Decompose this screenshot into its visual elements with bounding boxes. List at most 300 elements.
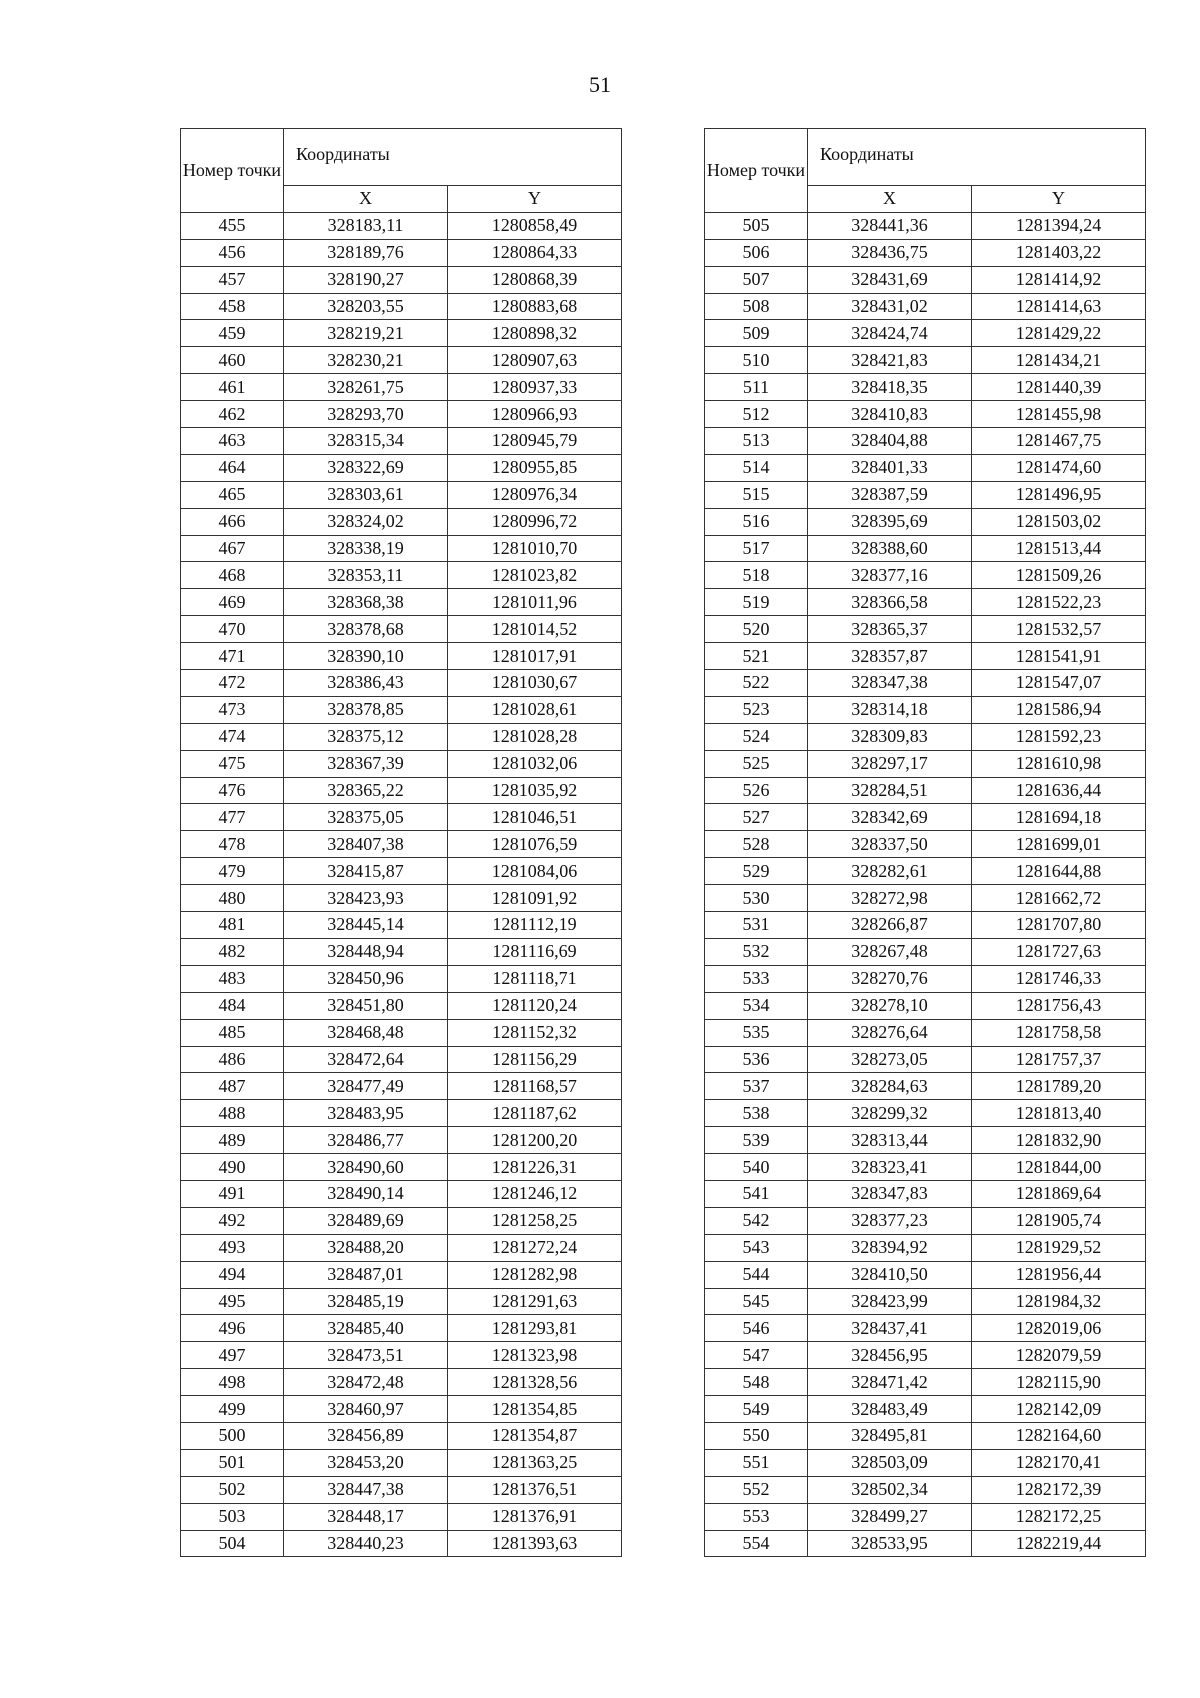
x-coordinate: 328293,70 bbox=[284, 401, 448, 428]
y-coordinate: 1281116,69 bbox=[448, 938, 622, 965]
y-coordinate: 1281226,31 bbox=[448, 1154, 622, 1181]
x-coordinate: 328473,51 bbox=[284, 1342, 448, 1369]
point-number: 465 bbox=[181, 481, 284, 508]
point-number: 544 bbox=[705, 1261, 808, 1288]
point-number: 535 bbox=[705, 1019, 808, 1046]
x-coordinate: 328365,22 bbox=[284, 777, 448, 804]
y-coordinate: 1281832,90 bbox=[972, 1127, 1146, 1154]
x-coordinate: 328357,87 bbox=[808, 643, 972, 670]
point-number: 506 bbox=[705, 239, 808, 266]
table-row bbox=[705, 266, 1146, 293]
x-coordinate: 328375,05 bbox=[284, 804, 448, 831]
table-row bbox=[705, 535, 1146, 562]
point-number: 457 bbox=[181, 266, 284, 293]
x-coordinate: 328441,36 bbox=[808, 212, 972, 239]
x-coordinate: 328418,35 bbox=[808, 374, 972, 401]
y-coordinate: 1281586,94 bbox=[972, 696, 1146, 723]
table-row bbox=[181, 401, 622, 428]
table-row bbox=[705, 992, 1146, 1019]
x-coordinate: 328490,14 bbox=[284, 1180, 448, 1207]
y-coordinate: 1282019,06 bbox=[972, 1315, 1146, 1342]
table-row bbox=[181, 992, 622, 1019]
table-row bbox=[181, 1315, 622, 1342]
table-row bbox=[705, 347, 1146, 374]
point-number: 456 bbox=[181, 239, 284, 266]
point-number: 540 bbox=[705, 1154, 808, 1181]
header-point-number: Номер точки bbox=[181, 129, 284, 213]
x-coordinate: 328366,58 bbox=[808, 589, 972, 616]
table-row bbox=[181, 1154, 622, 1181]
header-coordinates: Координаты bbox=[284, 129, 622, 186]
x-coordinate: 328456,95 bbox=[808, 1342, 972, 1369]
y-coordinate: 1281156,29 bbox=[448, 1046, 622, 1073]
table-row bbox=[181, 777, 622, 804]
point-number: 519 bbox=[705, 589, 808, 616]
y-coordinate: 1282164,60 bbox=[972, 1422, 1146, 1449]
point-number: 490 bbox=[181, 1154, 284, 1181]
y-coordinate: 1281496,95 bbox=[972, 481, 1146, 508]
point-number: 473 bbox=[181, 696, 284, 723]
x-coordinate: 328272,98 bbox=[808, 885, 972, 912]
y-coordinate: 1281246,12 bbox=[448, 1180, 622, 1207]
point-number: 539 bbox=[705, 1127, 808, 1154]
x-coordinate: 328453,20 bbox=[284, 1449, 448, 1476]
table-row bbox=[705, 562, 1146, 589]
y-coordinate: 1281028,28 bbox=[448, 723, 622, 750]
table-row bbox=[705, 696, 1146, 723]
table-row bbox=[181, 1127, 622, 1154]
table-row bbox=[705, 374, 1146, 401]
x-coordinate: 328445,14 bbox=[284, 912, 448, 939]
table-row bbox=[705, 1100, 1146, 1127]
y-coordinate: 1281532,57 bbox=[972, 616, 1146, 643]
table-row bbox=[181, 750, 622, 777]
point-number: 542 bbox=[705, 1207, 808, 1234]
table-row bbox=[705, 858, 1146, 885]
table-row bbox=[181, 616, 622, 643]
x-coordinate: 328395,69 bbox=[808, 508, 972, 535]
y-coordinate: 1281376,51 bbox=[448, 1476, 622, 1503]
y-coordinate: 1281363,25 bbox=[448, 1449, 622, 1476]
y-coordinate: 1282115,90 bbox=[972, 1369, 1146, 1396]
point-number: 517 bbox=[705, 535, 808, 562]
y-coordinate: 1281440,39 bbox=[972, 374, 1146, 401]
y-coordinate: 1281258,25 bbox=[448, 1207, 622, 1234]
table-row bbox=[181, 562, 622, 589]
y-coordinate: 1281187,62 bbox=[448, 1100, 622, 1127]
point-number: 497 bbox=[181, 1342, 284, 1369]
point-number: 547 bbox=[705, 1342, 808, 1369]
x-coordinate: 328203,55 bbox=[284, 293, 448, 320]
x-coordinate: 328315,34 bbox=[284, 428, 448, 455]
point-number: 477 bbox=[181, 804, 284, 831]
point-number: 508 bbox=[705, 293, 808, 320]
point-number: 507 bbox=[705, 266, 808, 293]
table-row bbox=[705, 320, 1146, 347]
point-number: 553 bbox=[705, 1503, 808, 1530]
table-row bbox=[705, 1422, 1146, 1449]
point-number: 496 bbox=[181, 1315, 284, 1342]
table-row bbox=[705, 965, 1146, 992]
y-coordinate: 1281513,44 bbox=[972, 535, 1146, 562]
x-coordinate: 328483,49 bbox=[808, 1396, 972, 1423]
x-coordinate: 328387,59 bbox=[808, 481, 972, 508]
point-number: 480 bbox=[181, 885, 284, 912]
x-coordinate: 328314,18 bbox=[808, 696, 972, 723]
table-row bbox=[181, 428, 622, 455]
x-coordinate: 328323,41 bbox=[808, 1154, 972, 1181]
x-coordinate: 328450,96 bbox=[284, 965, 448, 992]
x-coordinate: 328431,02 bbox=[808, 293, 972, 320]
table-row bbox=[181, 858, 622, 885]
point-number: 516 bbox=[705, 508, 808, 535]
y-coordinate: 1281592,23 bbox=[972, 723, 1146, 750]
y-coordinate: 1281354,85 bbox=[448, 1396, 622, 1423]
table-row bbox=[705, 1127, 1146, 1154]
header-coordinates: Координаты bbox=[808, 129, 1146, 186]
x-coordinate: 328489,69 bbox=[284, 1207, 448, 1234]
y-coordinate: 1281610,98 bbox=[972, 750, 1146, 777]
y-coordinate: 1281467,75 bbox=[972, 428, 1146, 455]
x-coordinate: 328299,32 bbox=[808, 1100, 972, 1127]
y-coordinate: 1281046,51 bbox=[448, 804, 622, 831]
y-coordinate: 1281076,59 bbox=[448, 831, 622, 858]
table-row bbox=[705, 401, 1146, 428]
table-row bbox=[181, 1073, 622, 1100]
x-coordinate: 328261,75 bbox=[284, 374, 448, 401]
y-coordinate: 1280955,85 bbox=[448, 454, 622, 481]
y-coordinate: 1281394,24 bbox=[972, 212, 1146, 239]
y-coordinate: 1281636,44 bbox=[972, 777, 1146, 804]
point-number: 549 bbox=[705, 1396, 808, 1423]
x-coordinate: 328415,87 bbox=[284, 858, 448, 885]
y-coordinate: 1280945,79 bbox=[448, 428, 622, 455]
point-number: 474 bbox=[181, 723, 284, 750]
point-number: 463 bbox=[181, 428, 284, 455]
point-number: 494 bbox=[181, 1261, 284, 1288]
point-number: 458 bbox=[181, 293, 284, 320]
point-number: 466 bbox=[181, 508, 284, 535]
x-coordinate: 328353,11 bbox=[284, 562, 448, 589]
table-row bbox=[705, 508, 1146, 535]
point-number: 504 bbox=[181, 1530, 284, 1557]
point-number: 537 bbox=[705, 1073, 808, 1100]
table-row bbox=[705, 831, 1146, 858]
y-coordinate: 1281644,88 bbox=[972, 858, 1146, 885]
point-number: 475 bbox=[181, 750, 284, 777]
y-coordinate: 1281758,58 bbox=[972, 1019, 1146, 1046]
x-coordinate: 328490,60 bbox=[284, 1154, 448, 1181]
x-coordinate: 328375,12 bbox=[284, 723, 448, 750]
table-row bbox=[705, 670, 1146, 697]
table-row bbox=[181, 1234, 622, 1261]
x-coordinate: 328410,83 bbox=[808, 401, 972, 428]
point-number: 523 bbox=[705, 696, 808, 723]
table-row bbox=[705, 616, 1146, 643]
table-row bbox=[181, 454, 622, 481]
table-row bbox=[705, 454, 1146, 481]
point-number: 536 bbox=[705, 1046, 808, 1073]
coordinates-table-left bbox=[180, 128, 622, 1557]
point-number: 485 bbox=[181, 1019, 284, 1046]
x-coordinate: 328278,10 bbox=[808, 992, 972, 1019]
y-coordinate: 1282172,39 bbox=[972, 1476, 1146, 1503]
x-coordinate: 328477,49 bbox=[284, 1073, 448, 1100]
x-coordinate: 328342,69 bbox=[808, 804, 972, 831]
x-coordinate: 328421,83 bbox=[808, 347, 972, 374]
table-row bbox=[181, 589, 622, 616]
point-number: 534 bbox=[705, 992, 808, 1019]
y-coordinate: 1281152,32 bbox=[448, 1019, 622, 1046]
table-row bbox=[705, 1342, 1146, 1369]
y-coordinate: 1280937,33 bbox=[448, 374, 622, 401]
point-number: 538 bbox=[705, 1100, 808, 1127]
header-point-number: Номер точки bbox=[705, 129, 808, 213]
y-coordinate: 1281474,60 bbox=[972, 454, 1146, 481]
table-row bbox=[181, 1503, 622, 1530]
table-row bbox=[705, 1019, 1146, 1046]
x-coordinate: 328404,88 bbox=[808, 428, 972, 455]
y-coordinate: 1281984,32 bbox=[972, 1288, 1146, 1315]
x-coordinate: 328386,43 bbox=[284, 670, 448, 697]
x-coordinate: 328324,02 bbox=[284, 508, 448, 535]
table-row bbox=[181, 1288, 622, 1315]
y-coordinate: 1281032,06 bbox=[448, 750, 622, 777]
table-row bbox=[181, 1261, 622, 1288]
table-row bbox=[705, 1396, 1146, 1423]
point-number: 493 bbox=[181, 1234, 284, 1261]
point-number: 472 bbox=[181, 670, 284, 697]
y-coordinate: 1280907,63 bbox=[448, 347, 622, 374]
x-coordinate: 328485,19 bbox=[284, 1288, 448, 1315]
y-coordinate: 1281789,20 bbox=[972, 1073, 1146, 1100]
y-coordinate: 1281414,63 bbox=[972, 293, 1146, 320]
x-coordinate: 328284,51 bbox=[808, 777, 972, 804]
point-number: 488 bbox=[181, 1100, 284, 1127]
x-coordinate: 328499,27 bbox=[808, 1503, 972, 1530]
x-coordinate: 328183,11 bbox=[284, 212, 448, 239]
point-number: 469 bbox=[181, 589, 284, 616]
table-row bbox=[181, 1422, 622, 1449]
y-coordinate: 1281091,92 bbox=[448, 885, 622, 912]
point-number: 467 bbox=[181, 535, 284, 562]
point-number: 505 bbox=[705, 212, 808, 239]
point-number: 486 bbox=[181, 1046, 284, 1073]
point-number: 524 bbox=[705, 723, 808, 750]
point-number: 511 bbox=[705, 374, 808, 401]
y-coordinate: 1281376,91 bbox=[448, 1503, 622, 1530]
table-row bbox=[181, 508, 622, 535]
table-row bbox=[181, 804, 622, 831]
y-coordinate: 1282172,25 bbox=[972, 1503, 1146, 1530]
point-number: 483 bbox=[181, 965, 284, 992]
point-number: 478 bbox=[181, 831, 284, 858]
x-coordinate: 328367,39 bbox=[284, 750, 448, 777]
x-coordinate: 328266,87 bbox=[808, 912, 972, 939]
y-coordinate: 1280996,72 bbox=[448, 508, 622, 535]
table-row bbox=[181, 535, 622, 562]
x-coordinate: 328503,09 bbox=[808, 1449, 972, 1476]
x-coordinate: 328468,48 bbox=[284, 1019, 448, 1046]
y-coordinate: 1281905,74 bbox=[972, 1207, 1146, 1234]
point-number: 482 bbox=[181, 938, 284, 965]
table-row bbox=[181, 885, 622, 912]
x-coordinate: 328347,38 bbox=[808, 670, 972, 697]
table-row bbox=[705, 293, 1146, 320]
y-coordinate: 1281869,64 bbox=[972, 1180, 1146, 1207]
table-row bbox=[181, 293, 622, 320]
y-coordinate: 1281929,52 bbox=[972, 1234, 1146, 1261]
x-coordinate: 328486,77 bbox=[284, 1127, 448, 1154]
y-coordinate: 1281168,57 bbox=[448, 1073, 622, 1100]
y-coordinate: 1281699,01 bbox=[972, 831, 1146, 858]
y-coordinate: 1281756,43 bbox=[972, 992, 1146, 1019]
x-coordinate: 328485,40 bbox=[284, 1315, 448, 1342]
x-coordinate: 328347,83 bbox=[808, 1180, 972, 1207]
point-number: 550 bbox=[705, 1422, 808, 1449]
point-number: 551 bbox=[705, 1449, 808, 1476]
x-coordinate: 328407,38 bbox=[284, 831, 448, 858]
page-number: 51 bbox=[589, 72, 611, 97]
table-row bbox=[705, 239, 1146, 266]
y-coordinate: 1281694,18 bbox=[972, 804, 1146, 831]
table-row bbox=[705, 1315, 1146, 1342]
point-number: 455 bbox=[181, 212, 284, 239]
table-row bbox=[181, 1369, 622, 1396]
point-number: 515 bbox=[705, 481, 808, 508]
y-coordinate: 1281120,24 bbox=[448, 992, 622, 1019]
y-coordinate: 1282142,09 bbox=[972, 1396, 1146, 1423]
point-number: 476 bbox=[181, 777, 284, 804]
point-number: 554 bbox=[705, 1530, 808, 1557]
y-coordinate: 1281010,70 bbox=[448, 535, 622, 562]
point-number: 468 bbox=[181, 562, 284, 589]
point-number: 525 bbox=[705, 750, 808, 777]
y-coordinate: 1282170,41 bbox=[972, 1449, 1146, 1476]
point-number: 471 bbox=[181, 643, 284, 670]
point-number: 529 bbox=[705, 858, 808, 885]
x-coordinate: 328472,64 bbox=[284, 1046, 448, 1073]
table-row bbox=[705, 938, 1146, 965]
y-coordinate: 1281541,91 bbox=[972, 643, 1146, 670]
y-coordinate: 1281503,02 bbox=[972, 508, 1146, 535]
y-coordinate: 1282219,44 bbox=[972, 1530, 1146, 1557]
y-coordinate: 1280966,93 bbox=[448, 401, 622, 428]
y-coordinate: 1281017,91 bbox=[448, 643, 622, 670]
coordinates-table-right bbox=[704, 128, 1146, 1557]
table-row bbox=[705, 1154, 1146, 1181]
header-y: Y bbox=[448, 186, 622, 213]
x-coordinate: 328337,50 bbox=[808, 831, 972, 858]
x-coordinate: 328447,38 bbox=[284, 1476, 448, 1503]
point-number: 512 bbox=[705, 401, 808, 428]
header-y: Y bbox=[972, 186, 1146, 213]
table-row bbox=[181, 1046, 622, 1073]
point-number: 541 bbox=[705, 1180, 808, 1207]
point-number: 484 bbox=[181, 992, 284, 1019]
point-number: 487 bbox=[181, 1073, 284, 1100]
y-coordinate: 1282079,59 bbox=[972, 1342, 1146, 1369]
x-coordinate: 328410,50 bbox=[808, 1261, 972, 1288]
point-number: 481 bbox=[181, 912, 284, 939]
point-number: 503 bbox=[181, 1503, 284, 1530]
point-number: 531 bbox=[705, 912, 808, 939]
table-row bbox=[181, 374, 622, 401]
y-coordinate: 1281414,92 bbox=[972, 266, 1146, 293]
y-coordinate: 1281293,81 bbox=[448, 1315, 622, 1342]
x-coordinate: 328313,44 bbox=[808, 1127, 972, 1154]
x-coordinate: 328488,20 bbox=[284, 1234, 448, 1261]
x-coordinate: 328309,83 bbox=[808, 723, 972, 750]
y-coordinate: 1280858,49 bbox=[448, 212, 622, 239]
table-row bbox=[705, 723, 1146, 750]
table-row bbox=[181, 320, 622, 347]
y-coordinate: 1281393,63 bbox=[448, 1530, 622, 1557]
point-number: 460 bbox=[181, 347, 284, 374]
x-coordinate: 328487,01 bbox=[284, 1261, 448, 1288]
x-coordinate: 328368,38 bbox=[284, 589, 448, 616]
y-coordinate: 1280864,33 bbox=[448, 239, 622, 266]
table-row bbox=[705, 481, 1146, 508]
point-number: 527 bbox=[705, 804, 808, 831]
table-row bbox=[705, 1180, 1146, 1207]
table-row bbox=[705, 643, 1146, 670]
x-coordinate: 328460,97 bbox=[284, 1396, 448, 1423]
y-coordinate: 1281028,61 bbox=[448, 696, 622, 723]
point-number: 521 bbox=[705, 643, 808, 670]
y-coordinate: 1281023,82 bbox=[448, 562, 622, 589]
point-number: 498 bbox=[181, 1369, 284, 1396]
x-coordinate: 328267,48 bbox=[808, 938, 972, 965]
y-coordinate: 1281118,71 bbox=[448, 965, 622, 992]
x-coordinate: 328436,75 bbox=[808, 239, 972, 266]
point-number: 492 bbox=[181, 1207, 284, 1234]
point-number: 513 bbox=[705, 428, 808, 455]
table-row bbox=[181, 1019, 622, 1046]
x-coordinate: 328284,63 bbox=[808, 1073, 972, 1100]
y-coordinate: 1281509,26 bbox=[972, 562, 1146, 589]
table-row bbox=[705, 589, 1146, 616]
point-number: 545 bbox=[705, 1288, 808, 1315]
point-number: 532 bbox=[705, 938, 808, 965]
table-row bbox=[181, 239, 622, 266]
table-row bbox=[705, 804, 1146, 831]
table-row bbox=[181, 723, 622, 750]
table-row bbox=[181, 1180, 622, 1207]
x-coordinate: 328276,64 bbox=[808, 1019, 972, 1046]
x-coordinate: 328378,85 bbox=[284, 696, 448, 723]
y-coordinate: 1281547,07 bbox=[972, 670, 1146, 697]
point-number: 530 bbox=[705, 885, 808, 912]
table-row bbox=[181, 212, 622, 239]
table-row bbox=[705, 1449, 1146, 1476]
point-number: 470 bbox=[181, 616, 284, 643]
x-coordinate: 328303,61 bbox=[284, 481, 448, 508]
point-number: 528 bbox=[705, 831, 808, 858]
x-coordinate: 328431,69 bbox=[808, 266, 972, 293]
x-coordinate: 328338,19 bbox=[284, 535, 448, 562]
y-coordinate: 1281200,20 bbox=[448, 1127, 622, 1154]
x-coordinate: 328388,60 bbox=[808, 535, 972, 562]
point-number: 548 bbox=[705, 1369, 808, 1396]
x-coordinate: 328390,10 bbox=[284, 643, 448, 670]
table-row bbox=[181, 481, 622, 508]
point-number: 510 bbox=[705, 347, 808, 374]
y-coordinate: 1281956,44 bbox=[972, 1261, 1146, 1288]
y-coordinate: 1280868,39 bbox=[448, 266, 622, 293]
x-coordinate: 328471,42 bbox=[808, 1369, 972, 1396]
table-row bbox=[181, 1207, 622, 1234]
